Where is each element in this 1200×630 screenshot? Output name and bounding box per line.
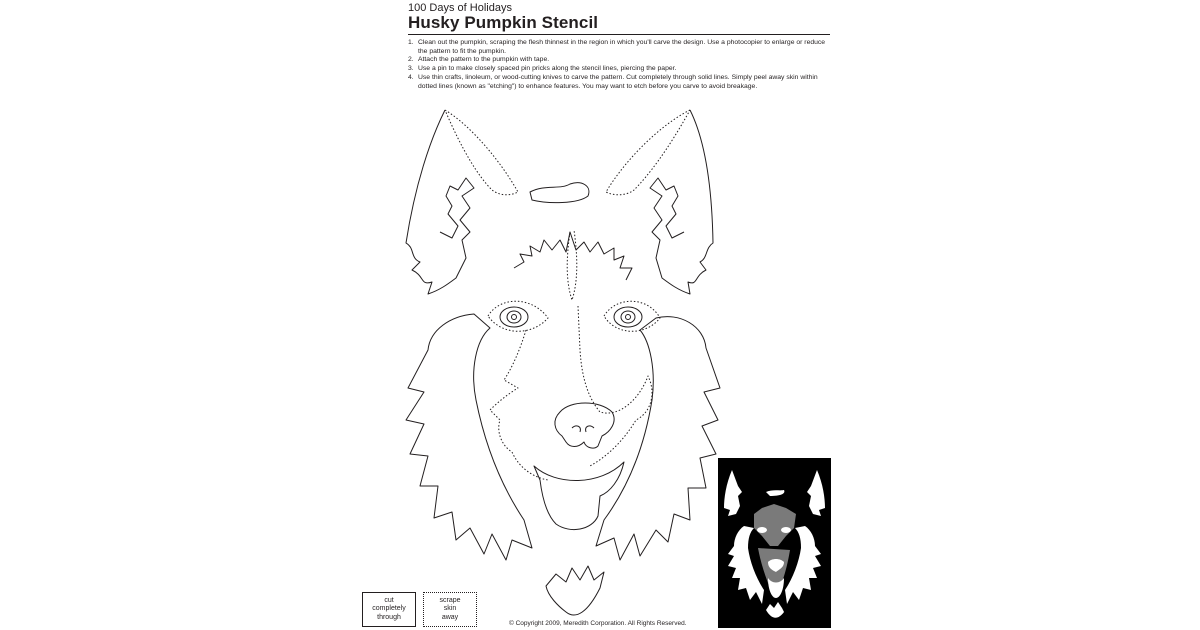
legend-scrape-box <box>423 592 477 627</box>
preview-left-eye <box>757 527 767 533</box>
instruction-item <box>408 39 832 56</box>
instruction-item <box>408 65 832 74</box>
legend-cut-line: completely <box>372 605 406 613</box>
instruction-item <box>408 56 832 65</box>
series-label: 100 Days of Holidays <box>408 2 512 14</box>
legend-scrape-line: away <box>441 613 459 621</box>
carved-preview-image <box>718 458 831 628</box>
instruction-text: Clean out the pumpkin, scraping the flesh thinnest in the region in which you'll carve the design. Use a photocopier to enlarge or reduce the pattern to fit the pumpkin. <box>418 39 826 55</box>
face-contour-etch <box>490 330 548 480</box>
right-eye-group <box>604 301 660 331</box>
legend-cut-line: through <box>377 613 401 621</box>
instruction-text: Use a pin to make closely spaced pin pricks along the stencil lines, piercing the paper. <box>418 65 677 73</box>
legend-cut-box <box>362 592 416 627</box>
legend-scrape-line: skin <box>443 605 457 613</box>
forehead-fur-cut <box>514 232 632 280</box>
page-title: Husky Pumpkin Stencil <box>408 13 599 32</box>
brow-patch-cut <box>530 183 589 203</box>
copyright-notice: © Copyright 2009, Meredith Corporation. All Rights Reserved. <box>509 620 687 627</box>
instruction-number: 2. <box>408 56 414 64</box>
muzzle-etch <box>578 306 652 466</box>
instruction-item <box>408 74 832 91</box>
instruction-number: 4. <box>408 73 414 81</box>
right-ear-cut <box>650 110 713 294</box>
chin-tuft-cut <box>546 566 604 615</box>
legend-cut-line: cut <box>384 596 394 604</box>
husky-stencil-drawing <box>395 95 725 625</box>
right-ear-etch <box>606 110 690 195</box>
instruction-text: Attach the pattern to the pumpkin with tape. <box>418 56 550 64</box>
left-ear-etch <box>445 110 518 195</box>
right-ruff-cut <box>596 317 720 560</box>
nostril-cut <box>572 426 594 432</box>
instructions-list <box>408 39 832 91</box>
left-ear-cut <box>406 110 474 294</box>
left-eye-group <box>488 301 548 331</box>
left-ruff-cut <box>406 314 532 560</box>
legend-scrape-line: scrape <box>439 596 461 604</box>
instruction-number: 1. <box>408 39 414 46</box>
title-divider <box>408 34 830 35</box>
nose-cut <box>555 403 614 448</box>
instruction-text: Use thin crafts, linoleum, or wood-cutting knives to carve the pattern. Cut completely through solid lines. Simply peel away skin within dotted lines (known as "etching") to enhance features. You may want to etch before you carve to avoid breakage. <box>418 73 818 90</box>
instruction-number: 3. <box>408 65 414 73</box>
forehead-etch <box>567 230 577 300</box>
mouth-cut <box>534 462 624 530</box>
preview-right-eye <box>781 527 791 533</box>
